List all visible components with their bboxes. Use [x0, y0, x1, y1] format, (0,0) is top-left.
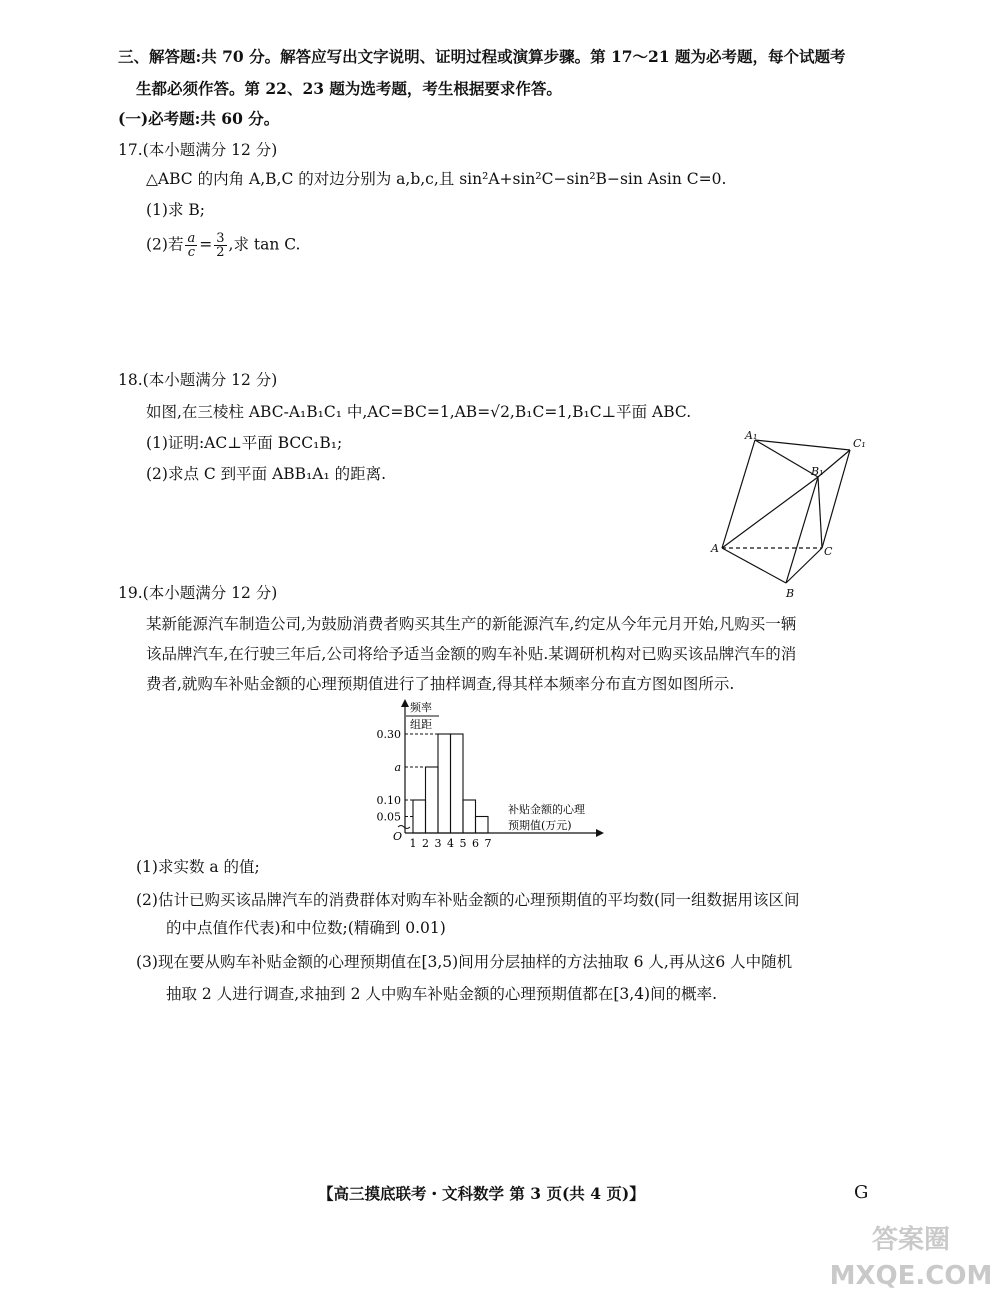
q18-stem: 如图,在三棱柱 ABC-A₁B₁C₁ 中,AC=BC=1,AB=√2,B₁C=1,B₁C⊥平面 ABC.: [146, 403, 692, 421]
section-subtitle: (一)必考题:共 60 分。: [118, 109, 280, 128]
footer-page-info: 【高三摸底联考・文科数学 第 3 页(共 4 页)】: [318, 1184, 645, 1203]
x-axis-arrow: [596, 829, 604, 837]
q17-frac-num-3: 3: [216, 231, 225, 246]
x-tick-label: 5: [459, 837, 467, 850]
section-intro-line1: 三、解答题:共 70 分。解答应写出文字说明、证明过程或演算步骤。第 17～21 题为必考题，每个试题考: [118, 47, 846, 66]
q17-part2-suffix: ,求 tan C.: [228, 235, 301, 254]
q19-part2-line1: (2)估计已购买该品牌汽车的消费群体对购车补贴金额的心理预期值的平均数(同一组数据用该区间: [136, 891, 800, 909]
y-label-top: 频率: [410, 701, 432, 714]
q17-fraction-3-over-2: [214, 232, 226, 259]
axis-break-mark: [398, 826, 410, 829]
q18-part2: (2)求点 C 到平面 ABB₁A₁ 的距离.: [146, 465, 387, 483]
q18-header: 18.(本小题满分 12 分): [118, 371, 278, 389]
q17-equals: =: [199, 235, 213, 254]
q17-frac-den-c: c: [187, 245, 195, 260]
q17-part1: (1)求 B;: [146, 201, 205, 219]
y-tick-label: 0.10: [376, 794, 401, 807]
origin-label: O: [393, 830, 403, 843]
histogram-bar-1-2: [413, 800, 426, 833]
x-tick-label: 1: [409, 837, 417, 850]
y-tick-label: 0.05: [376, 810, 401, 824]
q19-para-line1: 某新能源汽车制造公司,为鼓励消费者购买其生产的新能源汽车,约定从今年元月开始,凡购买一辆: [146, 615, 797, 633]
x-tick-label: 7: [484, 837, 492, 850]
x-tick-label: 4: [447, 837, 454, 850]
x-label-line1: 补贴金额的心理: [508, 803, 585, 816]
x-tick-label: 6: [472, 837, 479, 850]
q19-header: 19.(本小题满分 12 分): [118, 584, 278, 602]
histogram-bar-2-3: [426, 767, 439, 833]
histogram-bar-5-6: [463, 800, 476, 833]
label-B1: B₁: [811, 465, 824, 478]
prism-figure: [700, 425, 880, 605]
x-label-line2: 预期值(万元): [508, 819, 572, 832]
q18-part1: (1)证明:AC⊥平面 BCC₁B₁;: [146, 434, 343, 452]
edge-C1C: [822, 450, 850, 548]
histogram-bar-6-7: [476, 817, 489, 834]
label-C1: C₁: [853, 437, 866, 450]
x-tick-label: 3: [434, 837, 442, 850]
x-tick-label: 2: [422, 837, 429, 850]
q17-frac-den-2: 2: [216, 245, 225, 260]
footer-version-letter: G: [854, 1182, 869, 1203]
y-axis-arrow: [401, 699, 409, 707]
histogram-chart: [360, 695, 620, 855]
label-C: C: [824, 545, 833, 558]
q17-stem: △ABC 的内角 A,B,C 的对边分别为 a,b,c,且 sin²A+sin²C−sin²B−sin Asin C=0.: [146, 170, 727, 188]
q19-part1: (1)求实数 a 的值;: [136, 858, 260, 876]
edge-B1A: [722, 477, 818, 548]
y-tick-label: 0.30: [376, 728, 401, 741]
edge-A1A: [722, 440, 755, 548]
q17-part2: [146, 232, 300, 259]
histogram-bar-4-5: [451, 734, 464, 833]
label-A: A: [711, 542, 719, 555]
q17-header: 17.(本小题满分 12 分): [118, 141, 278, 159]
edge-AB: [722, 548, 786, 583]
q19-para-line2: 该品牌汽车,在行驶三年后,公司将给予适当金额的购车补贴.某调研机构对已购买该品牌汽车的消: [146, 645, 797, 663]
q19-part3-line2: 抽取 2 人进行调查,求抽到 2 人中购车补贴金额的心理预期值都在[3,4)间的概率.: [166, 985, 718, 1003]
y-label-bottom: 组距: [410, 718, 432, 731]
q19-part3-line1: (3)现在要从购车补贴金额的心理预期值在[3,5)间用分层抽样的方法抽取 6 人,再从这6 人中随机: [136, 953, 793, 971]
edge-B1C: [818, 477, 822, 548]
y-tick-label: a: [394, 761, 401, 774]
histogram-bar-3-4: [438, 734, 451, 833]
label-B: B: [786, 587, 795, 600]
q19-part2-line2: 的中点值作代表)和中位数;(精确到 0.01): [166, 919, 446, 937]
q17-part2-prefix: (2)若: [146, 235, 184, 254]
label-A1: A₁: [745, 429, 758, 442]
watermark-logo: 答案圈 MXQE.COM: [829, 1225, 993, 1291]
q17-fraction-a-over-c: [185, 232, 197, 259]
section-intro-line2: 生都必须作答。第 22、23 题为选考题，考生根据要求作答。: [136, 79, 562, 98]
q17-frac-num-a: a: [187, 231, 196, 246]
q19-para-line3: 费者,就购车补贴金额的心理预期值进行了抽样调查,得其样本频率分布直方图如图所示.: [146, 675, 735, 693]
